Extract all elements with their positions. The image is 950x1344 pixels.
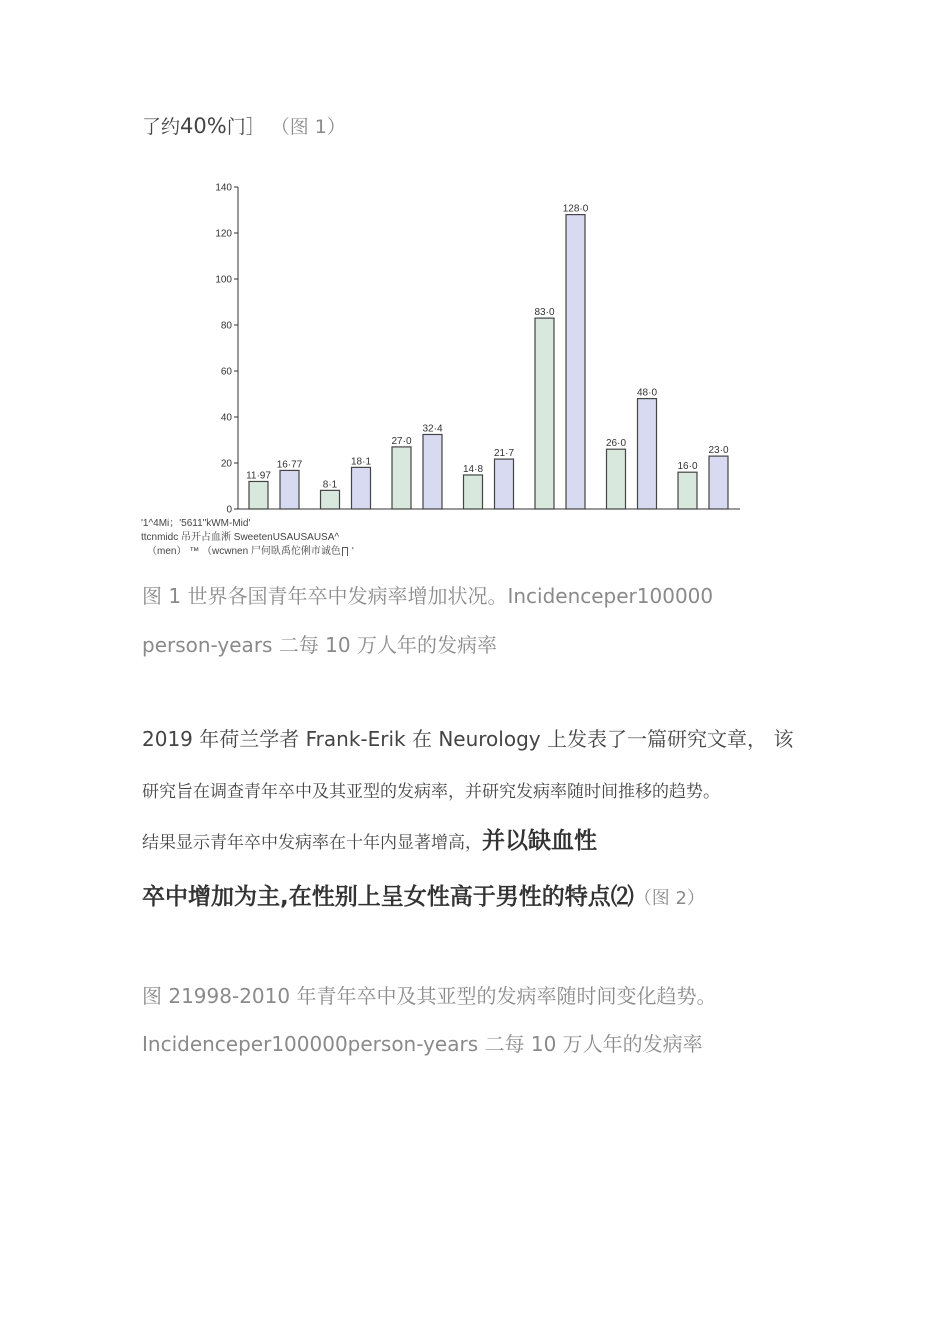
paragraph-line-2: 研究旨在调查青年卒中及其亚型的发病率，并研究发病率随时间推移的趋势。 <box>142 782 720 802</box>
paragraph-line-3-normal: 结果显示青年卒中发病率在十年内显著增高， <box>142 833 482 853</box>
paragraph-line-4 <box>142 878 705 911</box>
paragraph-line-3 <box>142 822 597 855</box>
bar-value-label: 11·97 <box>246 470 271 482</box>
figure-1-caption-line-1: 图 1 世界各国青年卒中发病率增加状况。Incidenceper100000 <box>142 584 714 608</box>
figure-1-reference: （图 1） <box>270 116 346 138</box>
bar <box>678 472 697 509</box>
y-tick-label: 60 <box>220 366 232 378</box>
chart-note-line-3: （men） ™ （wcwnen 尸何臥禹佗俐市诚色∏ ' <box>147 546 354 557</box>
bar <box>464 475 483 509</box>
y-tick-label: 120 <box>215 228 232 240</box>
bar <box>495 459 514 509</box>
y-tick-label: 80 <box>220 320 232 332</box>
y-tick-label: 40 <box>220 412 232 424</box>
bar-value-label: 14·8 <box>462 463 484 475</box>
bar <box>535 318 554 509</box>
intro-prefix: 了约 <box>142 116 181 138</box>
bar <box>392 447 411 509</box>
figure-2-reference: （图 2） <box>633 888 705 909</box>
bar <box>249 481 268 509</box>
y-tick-label: 0 <box>226 504 232 516</box>
bar-value-label: 32·4 <box>422 423 443 435</box>
y-tick-label: 100 <box>215 274 232 286</box>
bar <box>321 490 340 509</box>
y-tick-label: 20 <box>220 458 232 470</box>
bar-value-label: 128·0 <box>562 203 589 215</box>
paragraph-line-4-emphasis: 卒中增加为主,在性别上呈女性高于男性的特点⑵ <box>142 884 634 910</box>
bar-value-label: 23·0 <box>708 445 729 457</box>
bar-value-label: 8·1 <box>322 479 338 491</box>
bar <box>352 467 371 509</box>
bar-value-label: 21·7 <box>493 448 515 460</box>
bar <box>638 399 657 509</box>
chart-note-line-1: '1^4Mi；'5611"kWM-Mid' <box>141 518 251 529</box>
bar <box>566 215 585 509</box>
figure-1-caption-line-2: person-years 二每 10 万人年的发病率 <box>142 633 497 657</box>
bar <box>709 456 728 509</box>
bar-chart <box>200 178 760 518</box>
bar-value-label: 18·1 <box>350 456 372 468</box>
bar-value-label: 27·0 <box>391 435 412 447</box>
intro-fragment <box>142 112 346 139</box>
y-tick-label: 140 <box>215 182 232 194</box>
bar <box>607 449 626 509</box>
chart-note-line-2: ttcnmidc 吊开占血淅 SweetenUSAUSAUSA^ <box>141 532 340 543</box>
bar <box>423 434 442 509</box>
bar-value-label: 83·0 <box>534 307 555 319</box>
bar-value-label: 48·0 <box>636 387 658 399</box>
bar-value-label: 16·0 <box>677 461 698 473</box>
bar-value-label: 26·0 <box>605 438 627 450</box>
paragraph-line-1: 2019 年荷兰学者 Frank-Erik 在 Neurology 上发表了一篇研究文章， 该 <box>142 727 794 751</box>
intro-percent: 40% <box>180 114 227 138</box>
bar-series <box>249 215 728 509</box>
figure-2-caption-line-1: 图 21998-2010 年青年卒中及其亚型的发病率随时间变化趋势。 <box>142 984 717 1008</box>
bar <box>280 470 299 509</box>
intro-suffix: 门］ <box>226 116 265 138</box>
paragraph-line-3-emphasis: 并以缺血性 <box>482 828 597 854</box>
figure-2-caption-line-2: Incidenceper100000person-years 二每 10 万人年的发病率 <box>142 1032 703 1056</box>
bar-value-label: 16·77 <box>276 459 303 471</box>
